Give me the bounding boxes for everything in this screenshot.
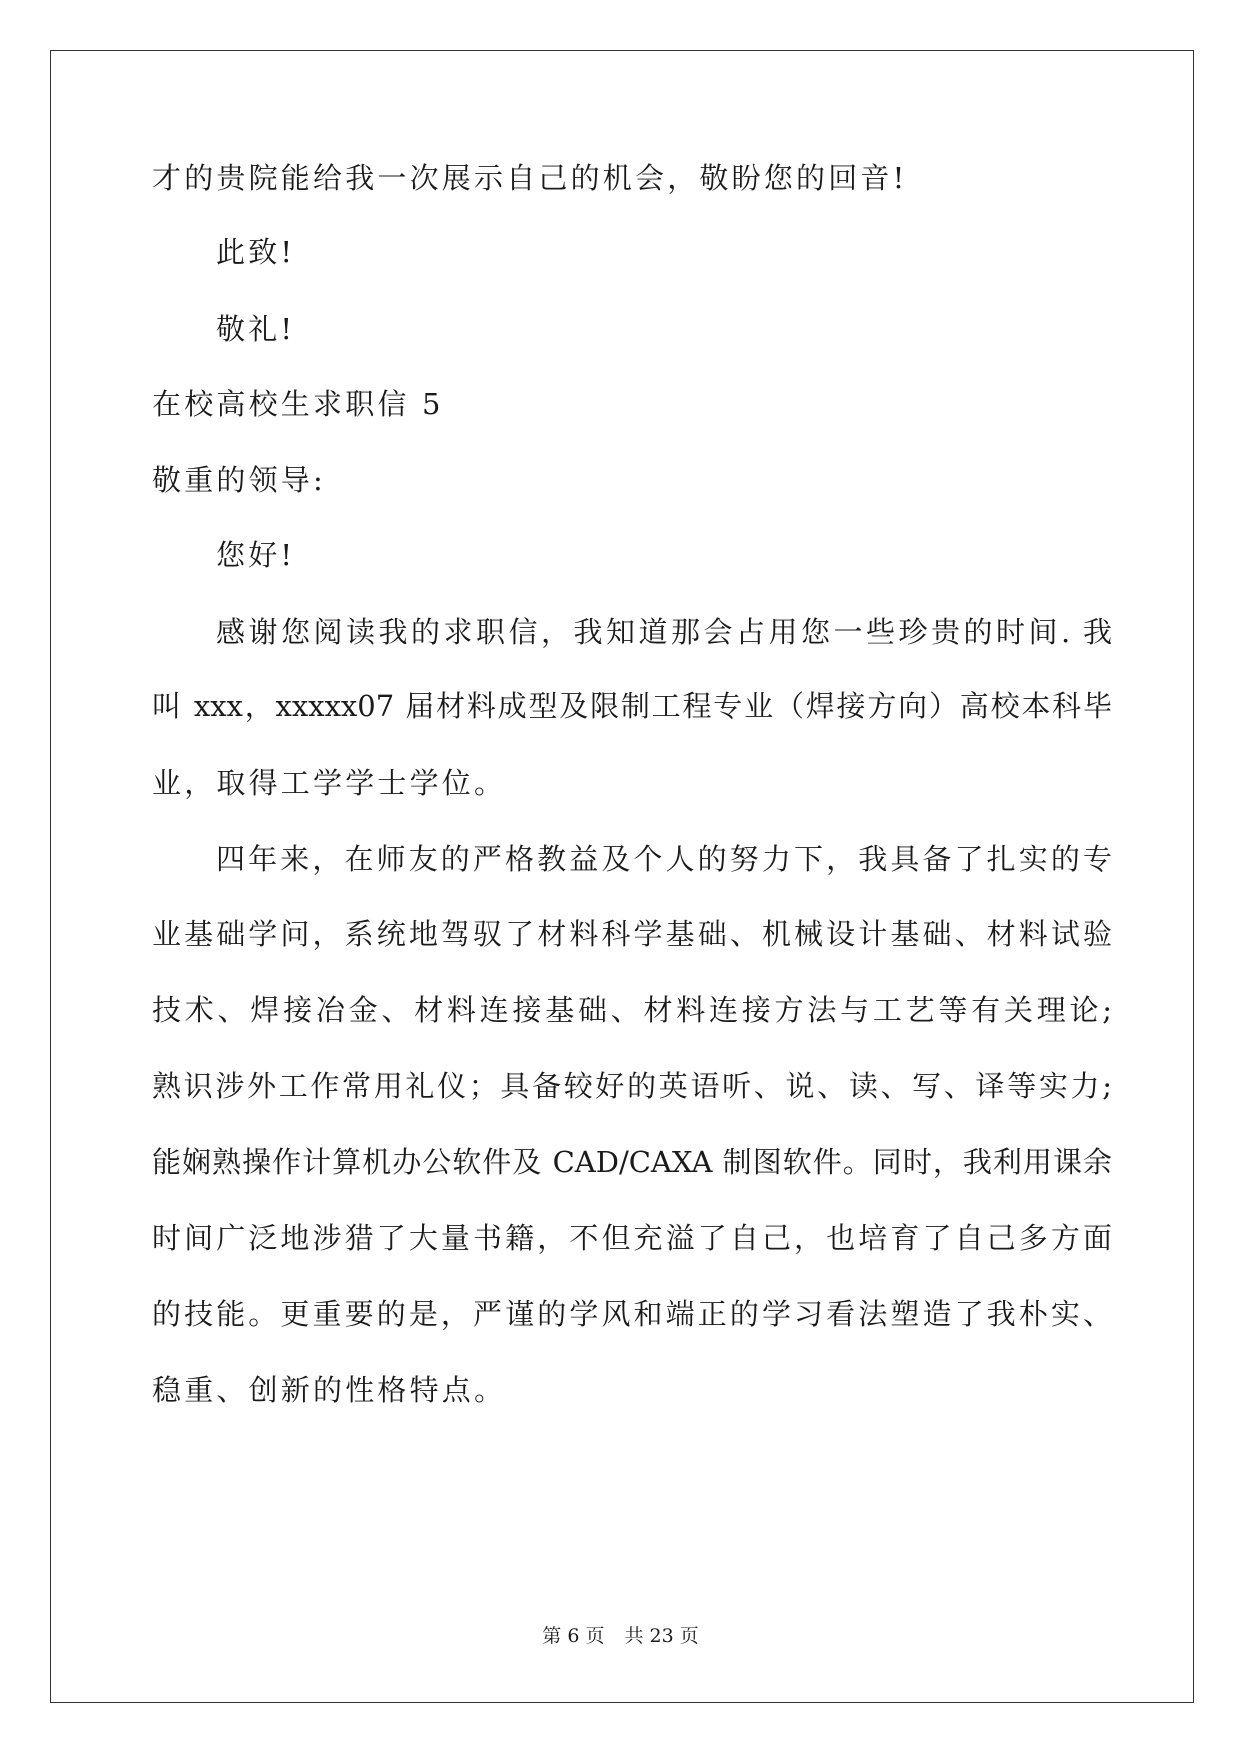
paragraph-2-line-5: 能娴熟操作计算机办公软件及 CAD/CAXA 制图软件。同时，我利用课余 bbox=[152, 1145, 1112, 1179]
greeting-hello: 您好! bbox=[216, 538, 296, 572]
section-title: 在校高校生求职信 5 bbox=[152, 387, 444, 421]
paragraph-1-line-3: 业，取得工学学士学位。 bbox=[152, 766, 507, 800]
paragraph-2-line-3: 技术、焊接冶金、材料连接基础、材料连接方法与工艺等有关理论; bbox=[152, 993, 1112, 1027]
page-number-current: 第 6 页 bbox=[542, 1625, 605, 1647]
paragraph-1-line-2: 叫 xxx，xxxxx07 届材料成型及限制工程专业（焊接方向）高校本科毕 bbox=[152, 689, 1112, 723]
closing-regards: 敬礼! bbox=[216, 312, 296, 346]
paragraph-2-line-1: 四年来，在师友的严格教益及个人的努力下，我具备了扎实的专 bbox=[216, 842, 1112, 876]
paragraph-2-line-4: 熟识涉外工作常用礼仪；具备较好的英语听、说、读、写、译等实力; bbox=[152, 1069, 1112, 1103]
paragraph-1-line-1: 感谢您阅读我的求职信，我知道那会占用您一些珍贵的时间. 我 bbox=[216, 615, 1112, 649]
paragraph-2-line-2: 业基础学问，系统地驾驭了材料科学基础、机械设计基础、材料试验 bbox=[152, 917, 1112, 951]
page-number-total: 共 23 页 bbox=[624, 1625, 699, 1647]
greeting-recipient: 敬重的领导: bbox=[152, 463, 326, 497]
page-footer bbox=[0, 1624, 1241, 1648]
paragraph-2-line-7: 的技能。更重要的是，严谨的学风和端正的学习看法塑造了我朴实、 bbox=[152, 1297, 1112, 1331]
text-line-1: 才的贵院能给我一次展示自己的机会，敬盼您的回音! bbox=[152, 161, 908, 195]
paragraph-2-line-6: 时间广泛地涉猎了大量书籍，不但充溢了自己，也培育了自己多方面 bbox=[152, 1221, 1112, 1255]
closing-salutation: 此致! bbox=[216, 235, 296, 269]
paragraph-2-line-8: 稳重、创新的性格特点。 bbox=[152, 1373, 507, 1407]
